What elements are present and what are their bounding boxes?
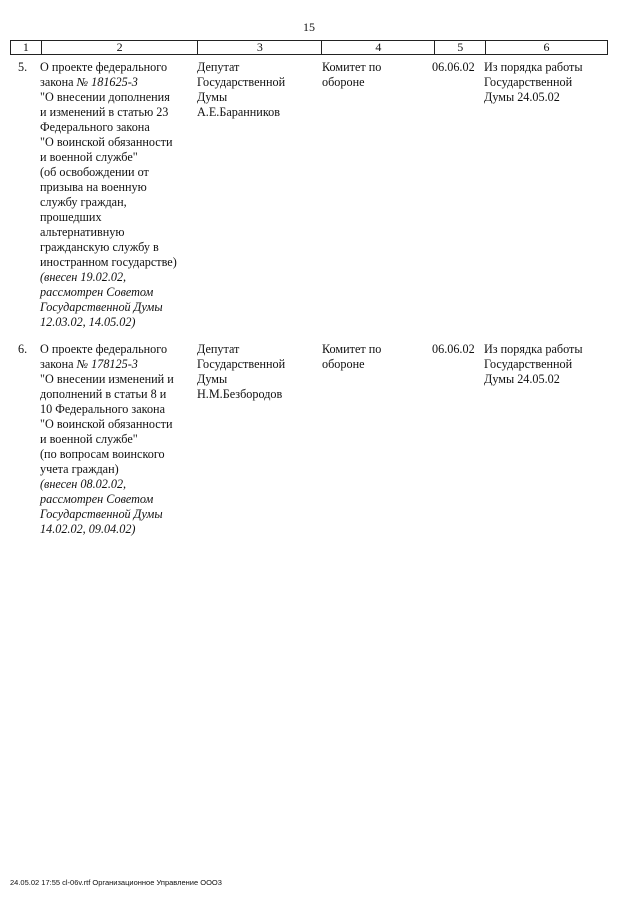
- document-footer: 24.05.02 17:55 cl-06v.rtf Организационное Управление ООО3: [10, 878, 222, 887]
- submission-info: (внесен 08.02.02, рассмотрен Советом Государственной Думы 14.02.02, 09.04.02): [40, 477, 163, 536]
- page-number: 15: [303, 20, 315, 34]
- column-header-1: 1: [11, 41, 42, 55]
- column-header-table: [10, 40, 608, 55]
- bill-number: № 181625-3: [76, 75, 138, 89]
- author: Депутат Государственной Думы Н.М.Безбородов: [197, 342, 286, 401]
- column-header-2: 2: [41, 41, 198, 55]
- column-header-3: 3: [198, 41, 322, 55]
- committee: Комитет по обороне: [322, 60, 382, 89]
- row-number: 6.: [18, 342, 28, 356]
- bill-title-prefix: О проекте федерального закона: [40, 60, 168, 89]
- column-header-4: 4: [322, 41, 435, 55]
- submission-info: (внесен 19.02.02, рассмотрен Советом Государственной Думы 12.03.02, 14.05.02): [40, 270, 163, 329]
- date: 06.06.02: [432, 60, 475, 74]
- note: Из порядка работы Государственной Думы 24.05.02: [484, 60, 583, 104]
- committee: Комитет по обороне: [322, 342, 382, 371]
- bill-title: [40, 342, 192, 537]
- bill-title-body: "О внесении изменений и дополнений в статьи 8 и 10 Федерального закона "О воинской обязанности и военной службе" (по вопросам воинского учета граждан): [40, 372, 174, 476]
- column-header-6: 6: [485, 41, 607, 55]
- bill-title-body: "О внесении дополнения и изменений в статью 23 Федерального закона "О воинской обязанности и военной службе" (об освобождении от призыва на военную службу граждан, прошедших альтернативную гражданскую службу в иностранном государстве): [40, 90, 177, 269]
- date: 06.06.02: [432, 342, 475, 356]
- bill-title-prefix: О проекте федерального закона: [40, 342, 168, 371]
- row-number: 5.: [18, 60, 28, 74]
- bill-number: № 178125-3: [76, 357, 138, 371]
- author: Депутат Государственной Думы А.Е.Баранников: [197, 60, 286, 119]
- note: Из порядка работы Государственной Думы 24.05.02: [484, 342, 583, 386]
- column-header-5: 5: [435, 41, 486, 55]
- bill-title: [40, 60, 192, 330]
